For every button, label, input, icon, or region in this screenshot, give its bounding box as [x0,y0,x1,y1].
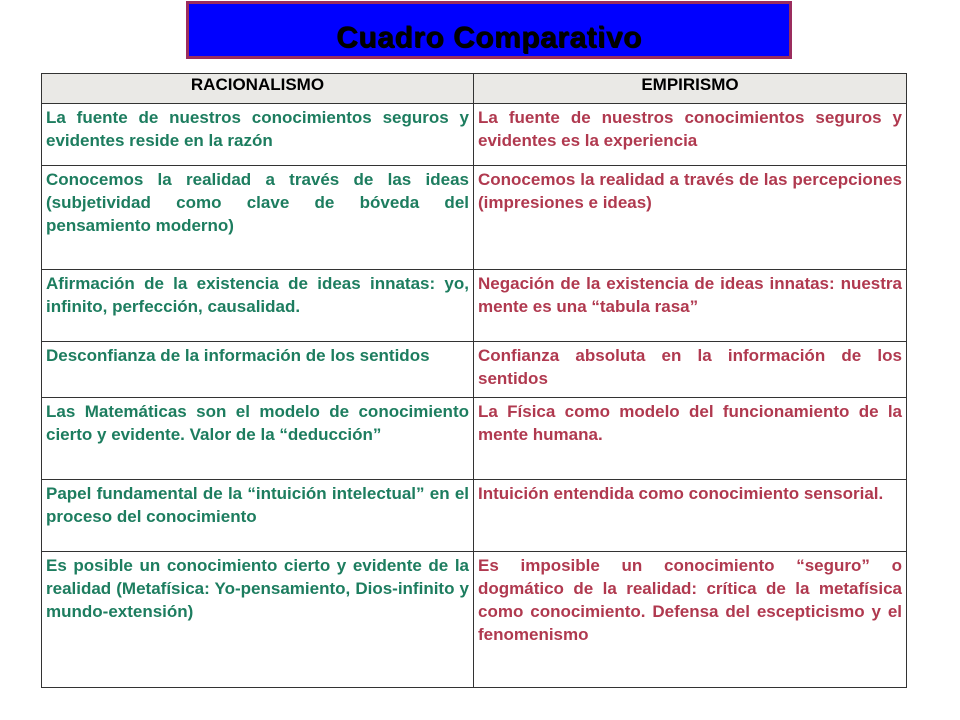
table-row [42,480,907,552]
header-racionalismo: RACIONALISMO [42,74,474,104]
table-row [42,552,907,688]
empirismo-cell: La fuente de nuestros conocimientos seguros y evidentes es la experiencia [474,104,907,166]
empirismo-cell: Intuición entendida como conocimiento sensorial. [474,480,907,552]
page-title: Cuadro Comparativo [336,21,642,54]
header-empirismo: EMPIRISMO [474,74,907,104]
title-banner [186,1,792,59]
table-row [42,104,907,166]
racionalismo-cell: La fuente de nuestros conocimientos seguros y evidentes reside en la razón [42,104,474,166]
racionalismo-cell: Afirmación de la existencia de ideas innatas: yo, infinito, perfección, causalidad. [42,270,474,342]
empirismo-cell: Conocemos la realidad a través de las percepciones (impresiones e ideas) [474,166,907,270]
racionalismo-cell: Papel fundamental de la “intuición intelectual” en el proceso del conocimiento [42,480,474,552]
empirismo-cell: Negación de la existencia de ideas innatas: nuestra mente es una “tabula rasa” [474,270,907,342]
table-row [42,398,907,480]
table-row [42,270,907,342]
comparison-table [41,73,907,688]
empirismo-cell: Confianza absoluta en la información de los sentidos [474,342,907,398]
table-header-row [42,74,907,104]
racionalismo-cell: Las Matemáticas son el modelo de conocimiento cierto y evidente. Valor de la “deducción” [42,398,474,480]
table-row [42,342,907,398]
empirismo-cell: La Física como modelo del funcionamiento de la mente humana. [474,398,907,480]
racionalismo-cell: Desconfianza de la información de los sentidos [42,342,474,398]
empirismo-cell: Es imposible un conocimiento “seguro” o dogmático de la realidad: crítica de la metafísica como conocimiento. Defensa del escepticismo y el fenomenismo [474,552,907,688]
racionalismo-cell: Conocemos la realidad a través de las ideas (subjetividad como clave de bóveda del pensamiento moderno) [42,166,474,270]
table-row [42,166,907,270]
racionalismo-cell: Es posible un conocimiento cierto y evidente de la realidad (Metafísica: Yo-pensamiento, Dios-infinito y mundo-extensión) [42,552,474,688]
